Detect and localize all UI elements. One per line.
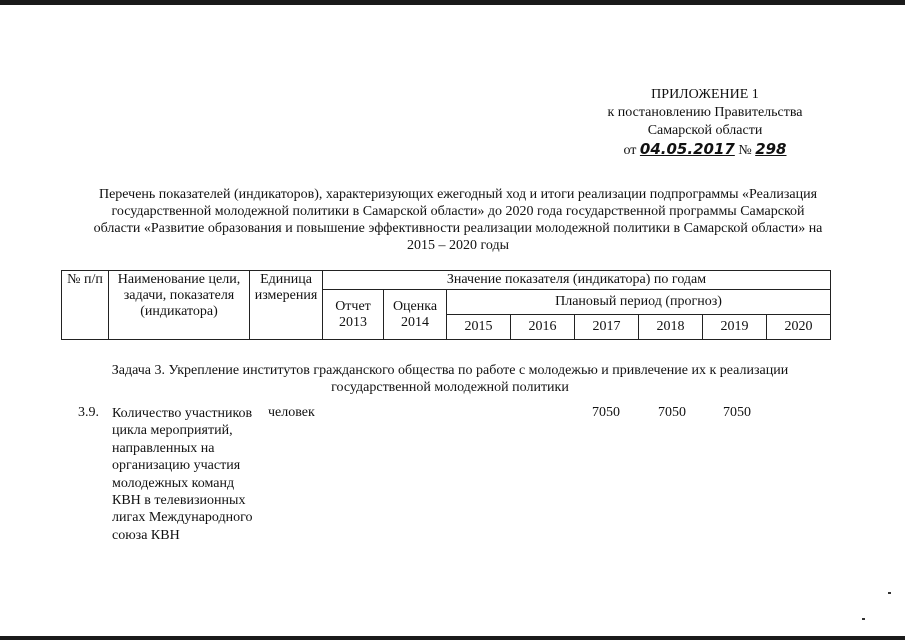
- appendix-title: ПРИЛОЖЕНИЕ 1: [651, 87, 759, 102]
- header-year: 2017: [575, 315, 639, 340]
- header-estimate: Оценка 2014: [384, 290, 447, 340]
- scan-top-border: [0, 0, 905, 5]
- row-unit: человек: [268, 405, 315, 420]
- header-year: 2016: [511, 315, 575, 340]
- appendix-region-line: Самарской области: [647, 123, 763, 138]
- appendix-resolution-line: к постановлению Правительства: [607, 105, 803, 120]
- row-indicator-name: Количество участников цикла мероприятий, направленных на организацию участия молодежных команд КВН в телевизионных лигах Международного союза КВН: [112, 406, 253, 543]
- header-num: № п/п: [62, 271, 109, 340]
- appendix-block: [560, 86, 850, 160]
- scan-bottom-border: [0, 636, 905, 640]
- header-plan: Плановый период (прогноз): [447, 290, 831, 315]
- indicator-table-header: [61, 270, 831, 340]
- header-name: Наименование цели, задачи, показателя (индикатора): [109, 271, 250, 340]
- document-title: Перечень показателей (индикаторов), характеризующих ежегодный ход и итоги реализации подпрограммы «Реализация государственной молодежной политики в Самарской области» до 2020 года государственной программы Самарской области «Развитие образования и повышение эффективности реализации молодежной политики в Самарской области» на 2015 – 2020 годы: [93, 187, 823, 253]
- header-values: Значение показателя (индикатора) по годам: [323, 271, 831, 290]
- row-value-2019: 7050: [723, 405, 751, 420]
- task-heading: Задача 3. Укрепление институтов гражданского общества по работе с молодежью и привлечение их к реализации государственной молодежной политики: [111, 363, 789, 395]
- row-value-2017: 7050: [592, 405, 620, 420]
- header-year: 2015: [447, 315, 511, 340]
- row-number: 3.9.: [78, 405, 99, 420]
- header-year: 2018: [639, 315, 703, 340]
- number-label: №: [738, 143, 752, 158]
- scan-speck: [862, 618, 865, 620]
- from-label: от: [623, 143, 637, 158]
- scan-speck: [888, 592, 891, 594]
- header-year: 2019: [703, 315, 767, 340]
- header-year: 2020: [767, 315, 831, 340]
- row-value-2018: 7050: [658, 405, 686, 420]
- header-unit: Единица измерения: [250, 271, 323, 340]
- header-report: Отчет 2013: [323, 290, 384, 340]
- appendix-date-line: [560, 140, 850, 160]
- handwritten-number: 298: [755, 140, 787, 158]
- handwritten-date: 04.05.2017: [639, 140, 735, 158]
